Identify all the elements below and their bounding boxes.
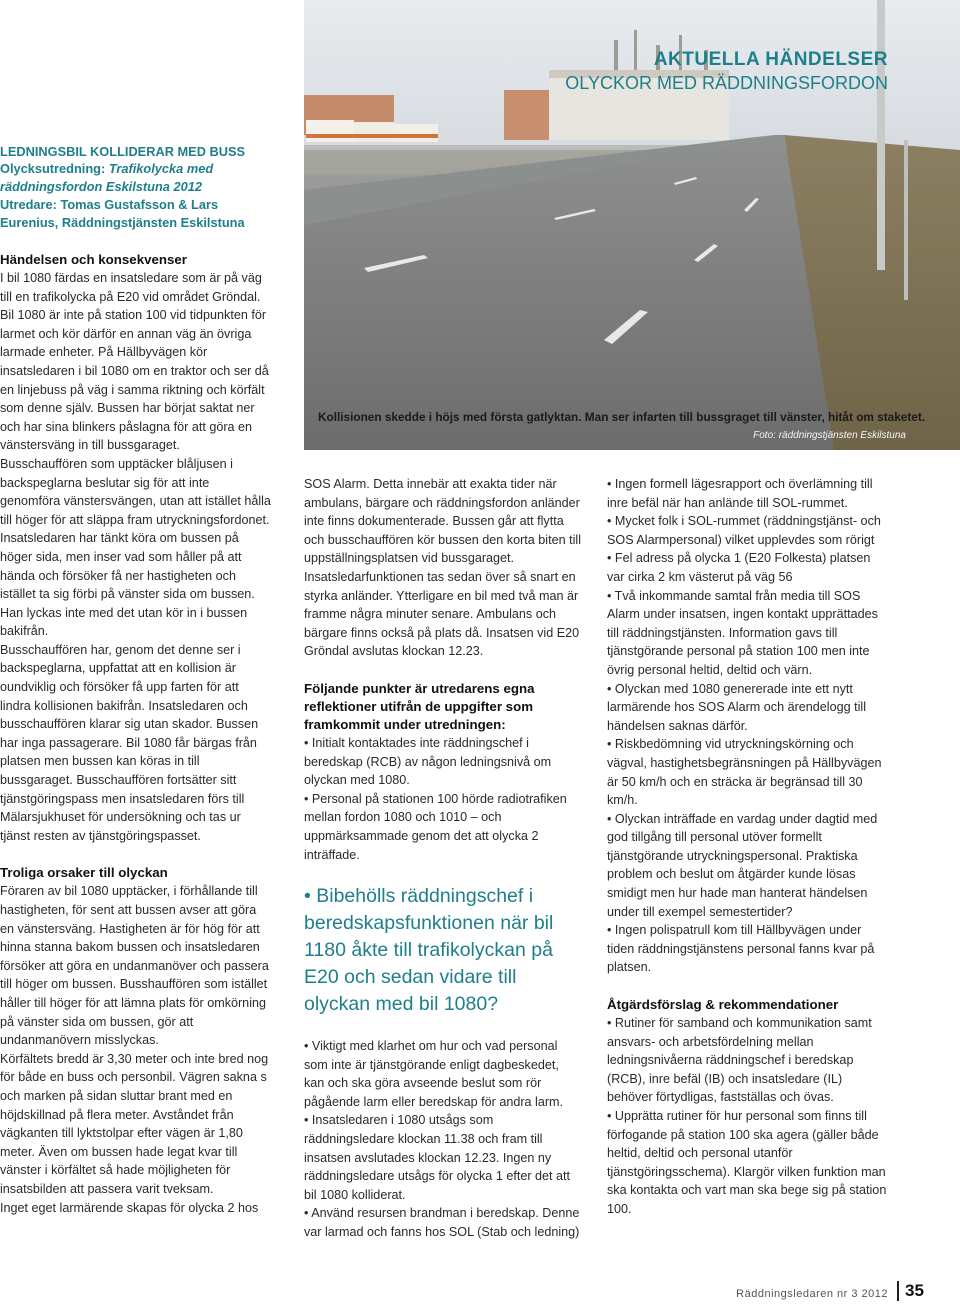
bullet-item: • Två inkommande samtal från media till SOS Alarm under insatsen, ingen kontakt upprättades till räddningstjänsten. Information gavs till tjänstgörande personal på station 100 men inte övrig personal heltid, deltid och värn. (607, 588, 878, 677)
column-1 (0, 144, 272, 1217)
bullet-item: • Ingen polispatrull kom till Hällbyvägen under tiden räddningstjänstens personal fanns kvar på platsen. (607, 923, 875, 975)
article-title: LEDNINGSBIL KOLLIDERAR MED BUSS (0, 144, 246, 159)
kicker-main: AKTUELLA HÄNDELSER (653, 49, 888, 70)
bullet-item: • Rutiner för samband och kommunikation samt ansvars- och arbetsfördelning mellan ledningsnivåerna räddningschef i beredskap (RCB), inre befäl (IB) och insatsledare (IL) behöver förtydligas, fastställas och övas. (607, 1016, 872, 1105)
meta-value: Trafikolycka med räddningsfordon Eskilstuna 2012 (0, 161, 214, 194)
bullet-item: • Initialt kontaktades inte räddningschef i beredskap (RCB) av någon ledningsnivå om olyckan med 1080. (304, 735, 552, 788)
bullet-item: • Upprätta rutiner för hur personal som finns till förfogande på station 100 ska agera (gäller både heltid, deltid och personal utanför tjänstgöringsschema). Klargör vilken funktion man ska kontakta och vart man ska bege sig på station 100. (607, 1109, 887, 1216)
bullet-item: • Ingen formell lägesrapport och överlämning till inre befäl när han anlände till SOL-rummet. (607, 477, 873, 510)
heading-measures: Åtgärdsförslag & rekommendationer (607, 997, 839, 1013)
paragraph: Busschauffören som upptäcker blåljusen i backspeglarna beslutar sig för att inte genomföra vänstersvängen, utan att istället hålla till höger för att släppa fram utryckningsfordonet. Insatsledaren har tänkt köra om bussen på höger sida, men inser vad som håller på att hända och försöker få ner hastigheten och istället ta sig förbi på vänster sida om bussen. Han lyckas inte med det utan kör in i bussen bakifrån. (0, 456, 271, 639)
meta-label: Olycksutredning: (0, 161, 106, 176)
paragraph: Inget eget larmärende skapas för olycka 2 hos (0, 1200, 259, 1215)
bullet-item: • Riskbedömning vid utryckningskörning och vägval, hastighetsbegränsningen på Hällbyvägen är 50 km/h och en sträcka är begränsad till 30 km/h. (607, 737, 882, 808)
article-meta (0, 160, 272, 196)
bullet-item: • Fel adress på olycka 1 (E20 Folkesta) platsen var cirka 2 km västerut på väg 56 (607, 551, 871, 584)
bullet-item: • Mycket folk i SOL-rummet (räddningstjänst- och SOS Alarmpersonal) vilket upplevdes som rörigt (607, 514, 881, 547)
paragraph: SOS Alarm. Detta innebär att exakta tider när ambulans, bärgare och räddningsfordon anländer inte finns dokumenterade. Bussen går att flytta och busschauffören kör bussen den korta biten till uppställningsplatsen vid bussgaraget. Insatsledarfunktionen tas sedan över så snart en styrka anländer. Ytterligare en bil med två man är framme några minuter senare. Ambulans och bärgare finns också på plats då. Insatsen vid E20 Gröndal avslutas klockan 12.23. (304, 477, 582, 659)
bullet-item: • Olyckan inträffade en vardag under dagtid med god tillgång till personal utöver formellt tjänstgörande utryckningspersonal. Praktiska problem och beslut om åtgärder kunde lösas smidigt men hur hade man hanterat händelsen under till exempel semestertider? (607, 811, 878, 919)
section-kicker (565, 49, 888, 94)
kicker-sub: OLYCKOR MED RÄDDNINGSFORDON (565, 73, 888, 93)
paragraph: Busschauffören har, genom det denne ser i backspeglarna, uppfattat att en kollision är oundviklig och försöker få upp farten för att lindra kollisionen bakifrån. Insatsledaren och busschauffören klarar sig utan skador. Bussen har inga passagerare. Bil 1080 får bärgas från platsen men bussen kan köras in till bussgaraget. Busschauffören fortsätter sitt tjänstgöringspass men insatsledaren förs till Mälarsjukhuset för undersökning och tas ur tjänst resten av tjänstgöringspasset. (0, 642, 259, 843)
photo-caption: Kollisionen skedde i höjs med första gatlyktan. Man ser infarten till bussgraget till vänster, hitåt om staketet. (318, 410, 926, 424)
page-number: 35 (897, 1281, 924, 1301)
bullet-item: • Viktigt med klarhet om hur och vad personal som inte är tjänstgörande enligt dagbeskedet, kan och ska göra avseende beslut som rör pågående larm eller beredskap för andra larm. (304, 1039, 564, 1109)
lamp-post (877, 0, 885, 270)
photo-credit: Foto: räddningstjänsten Eskilstuna (753, 430, 906, 441)
heading-causes: Troliga orsaker till olyckan (0, 865, 168, 881)
bullet-item: • Insatsledaren i 1080 utsågs som räddningsledare klockan 11.38 och fram till insatsen avslutades klockan 12.23. Ingen ny räddningsledare utsågs för olycka 1 efter det att bil 1080 kolliderat. (304, 1113, 571, 1202)
article-authors: Utredare: Tomas Gustafsson & Lars Eurenius, Räddningstjänsten Eskilstuna (0, 197, 245, 230)
paragraph: I bil 1080 färdas en insatsledare som är på väg till en trafikolycka på E20 vid området Gröndal. Bil 1080 är inte på station 100 vid tidpunkten för larmet och kör därför en annan väg än övriga larmade enheter. På Hällbyvägen kör insatsledaren i bil 1080 om en traktor och ser då en linjebuss på väg i samma riktning och körfält som denne själv. Bussen har börjat saktat ner och har sina blinkers påslagna för att göra en vänstersväng in till bussgaraget. (0, 271, 269, 453)
column-2 (304, 475, 582, 1242)
heading-reflections: Följande punkter är utredarens egna reflektioner utifrån de uppgifter som framkommit under utredningen: (304, 680, 535, 732)
pull-quote: • Bibehölls räddningschef i beredskapsfunktionen när bil 1180 åkte till trafikolyckan på E20 och sedan vidare till olyckan med bil 1080? (304, 885, 554, 1016)
paragraph: Föraren av bil 1080 upptäcker, i förhållande till hastigheten, för sent att bussen avser att göra en vänstersväng. Hastigheten är för hög för att hinna stanna bakom bussen och insatsledaren försöker att göra en undanmanöver och passera till höger om bussen. Busshauffören som istället håller till höger för att lämna plats för omkörning på vänster sida om bussen, gör att undanmanövern misslyckas. (0, 884, 269, 1048)
paragraph: Körfältets bredd är 3,30 meter och inte bred nog för både en buss och personbil. Vägren sakna s och marken på sidan sluttar brant med en höjdskillnad på flera meter. Avståndet från vägkanten till lyktstolpar efter vägen är 1,80 meter. Även om bussen hade legat kvar till vänster i körfältet så hade möjligheten för insatsbilden att passera varit tveksam. (0, 1051, 269, 1196)
heading-events: Händelsen och konsekvenser (0, 252, 187, 267)
bullet-item: • Använd resursen brandman i beredskap. Denne var larmad och fanns hos SOL (Stab och ledning) (304, 1206, 580, 1240)
bullet-item: • Personal på stationen 100 hörde radiotrafiken mellan fordon 1080 och 1010 – och uppmärksammade genom det att olycka 2 inträffade. (304, 791, 567, 862)
bullet-item: • Olyckan med 1080 genererade inte ett nytt larmärende hos SOS Alarm och ärendelogg till händelsen saknas därför. (607, 681, 867, 733)
magazine-footer: Räddningsledaren nr 3 2012 (736, 1288, 888, 1300)
column-3 (607, 475, 887, 1219)
